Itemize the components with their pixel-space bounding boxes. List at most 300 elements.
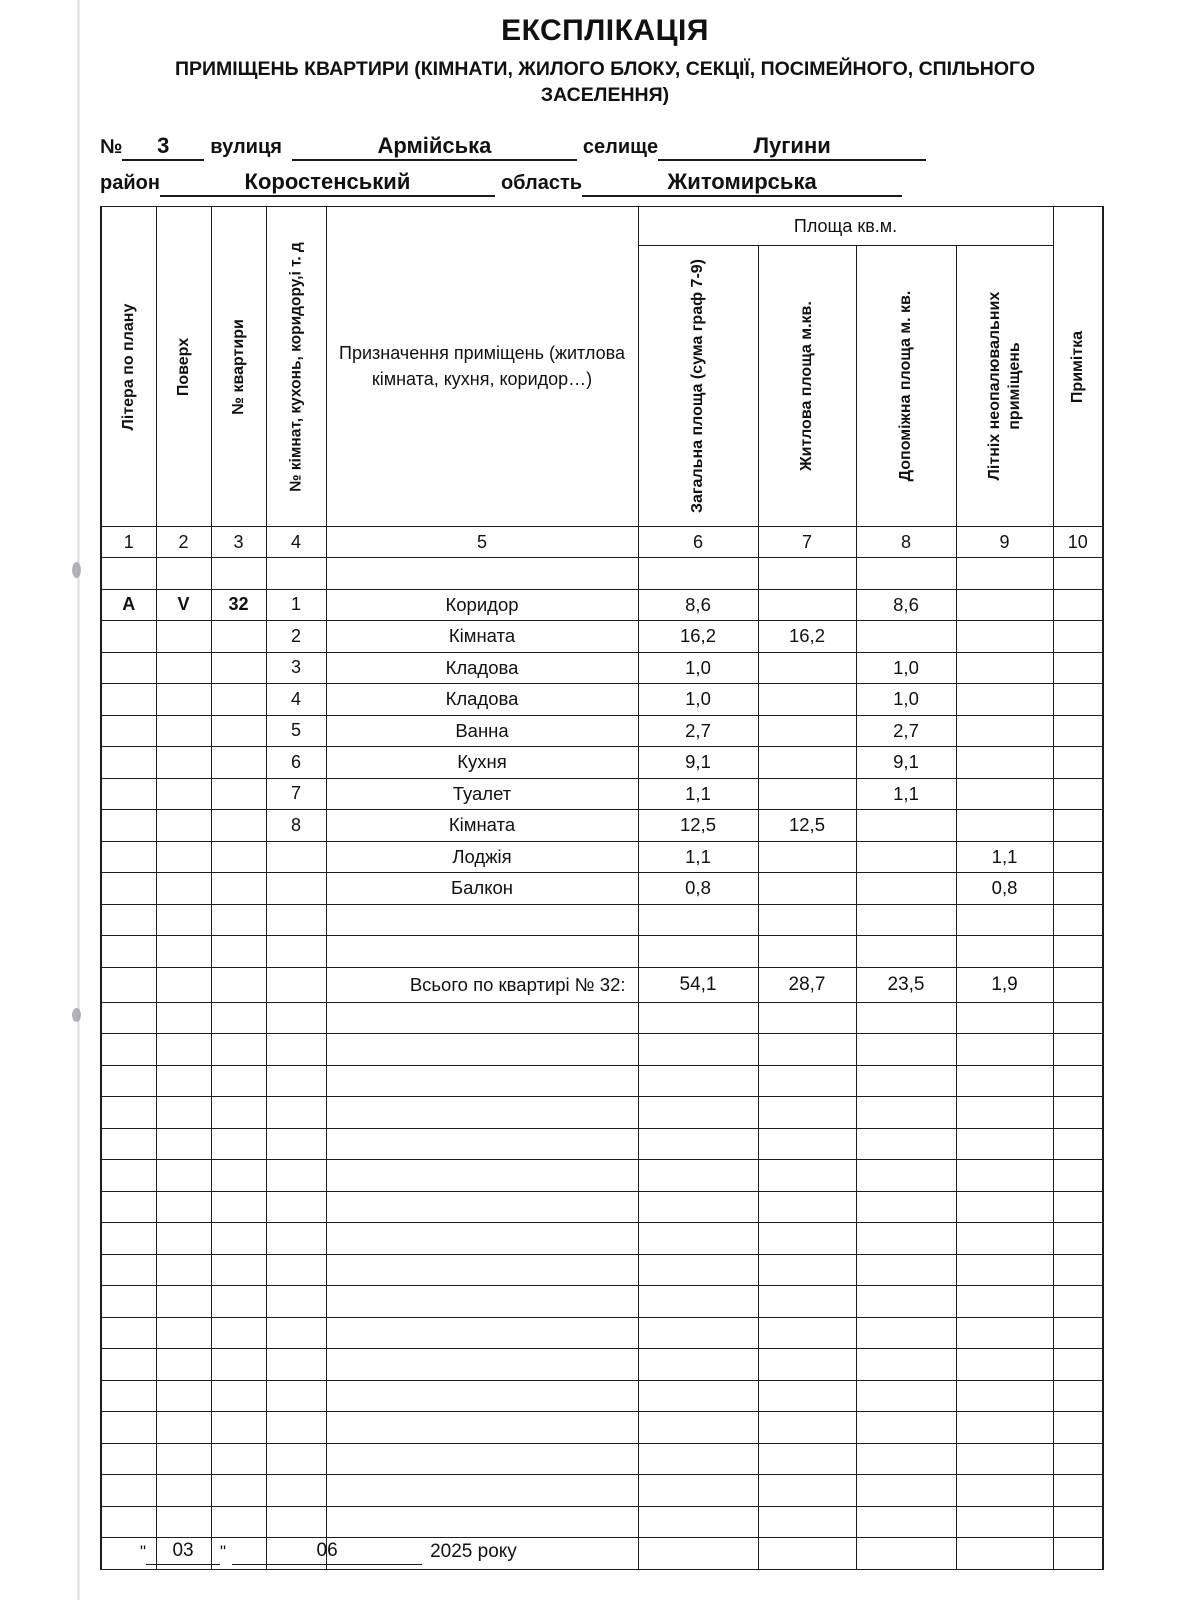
cell-living-area[interactable] (758, 747, 856, 779)
cell[interactable] (956, 1380, 1053, 1412)
cell[interactable] (956, 904, 1053, 936)
cell[interactable] (211, 1223, 266, 1255)
cell[interactable] (326, 1065, 638, 1097)
cell[interactable] (1053, 1160, 1103, 1192)
cell-apartment-no[interactable]: 32 (211, 589, 266, 621)
cell[interactable] (101, 1443, 156, 1475)
cell[interactable] (956, 1223, 1053, 1255)
cell-auxiliary-area[interactable]: 8,6 (856, 589, 956, 621)
cell-purpose[interactable]: Кухня (326, 747, 638, 779)
cell[interactable] (638, 1191, 758, 1223)
cell[interactable] (266, 1317, 326, 1349)
cell[interactable] (638, 1538, 758, 1570)
cell-letter-plan[interactable]: А (101, 589, 156, 621)
cell-floor[interactable] (156, 715, 211, 747)
table-row-empty[interactable] (101, 1065, 1103, 1097)
cell-floor[interactable] (156, 778, 211, 810)
cell[interactable] (1053, 1349, 1103, 1381)
cell[interactable] (856, 1065, 956, 1097)
table-row[interactable] (101, 810, 1103, 842)
cell[interactable] (956, 1475, 1053, 1507)
cell[interactable] (156, 1034, 211, 1066)
cell[interactable] (326, 1380, 638, 1412)
cell[interactable] (1053, 904, 1103, 936)
cell[interactable] (101, 1097, 156, 1129)
cell[interactable] (266, 1065, 326, 1097)
cell[interactable] (101, 1317, 156, 1349)
cell[interactable] (1053, 1191, 1103, 1223)
cell[interactable] (326, 1475, 638, 1507)
cell-total-area[interactable]: 8,6 (638, 589, 758, 621)
cell[interactable] (156, 1380, 211, 1412)
cell-auxiliary-area[interactable] (856, 621, 956, 653)
cell-note[interactable] (1053, 715, 1103, 747)
cell[interactable] (326, 1034, 638, 1066)
cell[interactable] (326, 1349, 638, 1381)
cell-living-area[interactable]: 12,5 (758, 810, 856, 842)
cell[interactable] (156, 1286, 211, 1318)
cell[interactable] (758, 1475, 856, 1507)
cell[interactable] (211, 936, 266, 968)
cell[interactable] (326, 1223, 638, 1255)
cell[interactable] (1053, 1065, 1103, 1097)
cell[interactable] (326, 558, 638, 590)
cell-purpose[interactable]: Балкон (326, 873, 638, 905)
cell-auxiliary-area[interactable]: 1,0 (856, 684, 956, 716)
cell[interactable] (1053, 1254, 1103, 1286)
cell[interactable] (856, 1002, 956, 1034)
cell[interactable] (266, 1412, 326, 1444)
cell[interactable] (266, 1506, 326, 1538)
cell[interactable] (856, 1412, 956, 1444)
cell[interactable] (211, 1128, 266, 1160)
region-field[interactable]: Житомирська (582, 170, 902, 197)
cell[interactable] (856, 1191, 956, 1223)
cell[interactable] (101, 1034, 156, 1066)
cell[interactable] (856, 1538, 956, 1570)
cell[interactable] (956, 558, 1053, 590)
cell[interactable] (638, 1160, 758, 1192)
cell-unheated-area[interactable] (956, 715, 1053, 747)
table-row-empty[interactable] (101, 1034, 1103, 1066)
cell[interactable] (1053, 1223, 1103, 1255)
cell-purpose[interactable]: Лоджія (326, 841, 638, 873)
cell-apartment-no[interactable] (211, 747, 266, 779)
cell[interactable] (101, 1412, 156, 1444)
cell[interactable] (956, 1002, 1053, 1034)
cell[interactable] (156, 1097, 211, 1129)
table-row-empty[interactable] (101, 1317, 1103, 1349)
cell[interactable] (156, 1412, 211, 1444)
cell[interactable] (638, 1223, 758, 1255)
cell-purpose[interactable]: Кладова (326, 684, 638, 716)
cell-unheated-area[interactable] (956, 652, 1053, 684)
cell[interactable] (758, 904, 856, 936)
table-row-empty[interactable] (101, 1412, 1103, 1444)
cell[interactable] (266, 1223, 326, 1255)
cell[interactable] (1053, 1317, 1103, 1349)
cell[interactable] (1053, 1034, 1103, 1066)
cell[interactable] (638, 1380, 758, 1412)
cell[interactable] (266, 1349, 326, 1381)
cell[interactable] (856, 1506, 956, 1538)
cell-purpose[interactable]: Кладова (326, 652, 638, 684)
cell[interactable] (1053, 1412, 1103, 1444)
cell[interactable] (156, 1065, 211, 1097)
cell[interactable] (101, 558, 156, 590)
cell[interactable] (758, 1223, 856, 1255)
cell[interactable] (326, 1286, 638, 1318)
cell-unheated-area[interactable] (956, 747, 1053, 779)
cell-unheated-area[interactable] (956, 589, 1053, 621)
cell[interactable] (101, 1191, 156, 1223)
cell-total-area[interactable]: 1,0 (638, 684, 758, 716)
cell[interactable] (956, 1286, 1053, 1318)
cell-total-area[interactable]: 1,1 (638, 778, 758, 810)
cell[interactable] (211, 1002, 266, 1034)
cell[interactable] (156, 1317, 211, 1349)
cell[interactable] (758, 1286, 856, 1318)
cell[interactable] (101, 1349, 156, 1381)
cell-auxiliary-area[interactable]: 9,1 (856, 747, 956, 779)
cell[interactable] (156, 1506, 211, 1538)
cell-apartment-no[interactable] (211, 841, 266, 873)
cell[interactable] (101, 1065, 156, 1097)
cell[interactable] (956, 1034, 1053, 1066)
cell-total-area[interactable]: 1,0 (638, 652, 758, 684)
cell[interactable] (1053, 1002, 1103, 1034)
cell[interactable] (956, 1065, 1053, 1097)
cell[interactable] (758, 1380, 856, 1412)
cell[interactable] (1053, 558, 1103, 590)
cell[interactable] (101, 1380, 156, 1412)
cell[interactable] (156, 1223, 211, 1255)
cell[interactable] (1053, 1286, 1103, 1318)
cell-living-area[interactable] (758, 715, 856, 747)
table-row-empty[interactable] (101, 1506, 1103, 1538)
cell-note[interactable] (1053, 684, 1103, 716)
table-row-empty[interactable] (101, 1223, 1103, 1255)
cell[interactable] (758, 1128, 856, 1160)
cell[interactable] (758, 558, 856, 590)
cell-floor[interactable] (156, 810, 211, 842)
cell[interactable] (956, 1160, 1053, 1192)
cell-unheated-area[interactable]: 1,1 (956, 841, 1053, 873)
cell[interactable] (156, 1475, 211, 1507)
cell[interactable] (956, 1349, 1053, 1381)
cell-living-area[interactable]: 16,2 (758, 621, 856, 653)
cell[interactable] (758, 1412, 856, 1444)
number-field[interactable]: 3 (122, 134, 204, 161)
cell-unheated-area[interactable]: 0,8 (956, 873, 1053, 905)
cell[interactable] (326, 1412, 638, 1444)
cell-total-area[interactable]: 16,2 (638, 621, 758, 653)
cell[interactable] (1053, 936, 1103, 968)
cell-living-area[interactable] (758, 589, 856, 621)
table-row[interactable] (101, 841, 1103, 873)
cell-purpose[interactable]: Ванна (326, 715, 638, 747)
cell-living-area[interactable] (758, 684, 856, 716)
table-row-empty[interactable] (101, 1191, 1103, 1223)
cell[interactable] (266, 1128, 326, 1160)
cell[interactable] (956, 1412, 1053, 1444)
cell[interactable] (326, 1317, 638, 1349)
cell[interactable] (266, 1286, 326, 1318)
cell[interactable] (638, 1065, 758, 1097)
cell[interactable] (266, 1475, 326, 1507)
cell-note[interactable] (1053, 652, 1103, 684)
cell[interactable] (638, 1128, 758, 1160)
cell[interactable] (156, 904, 211, 936)
cell-apartment-no[interactable] (211, 778, 266, 810)
cell[interactable] (758, 1317, 856, 1349)
cell-purpose[interactable]: Коридор (326, 589, 638, 621)
cell[interactable] (856, 1286, 956, 1318)
cell-letter-plan[interactable] (101, 778, 156, 810)
cell[interactable] (856, 1097, 956, 1129)
cell[interactable] (856, 1128, 956, 1160)
cell[interactable] (856, 1160, 956, 1192)
cell[interactable] (758, 1443, 856, 1475)
cell[interactable] (638, 936, 758, 968)
cell-note[interactable] (1053, 621, 1103, 653)
cell[interactable] (266, 1097, 326, 1129)
cell[interactable] (758, 1065, 856, 1097)
cell[interactable] (211, 558, 266, 590)
cell-floor[interactable] (156, 841, 211, 873)
cell[interactable] (211, 1286, 266, 1318)
cell[interactable] (638, 1286, 758, 1318)
cell-unheated-area[interactable] (956, 684, 1053, 716)
cell[interactable] (326, 1128, 638, 1160)
cell-floor[interactable] (156, 747, 211, 779)
cell-floor[interactable] (156, 621, 211, 653)
cell-unheated-area[interactable] (956, 621, 1053, 653)
cell-note[interactable] (1053, 778, 1103, 810)
date-day-field[interactable]: 03 (146, 1540, 220, 1565)
cell-total-area[interactable]: 2,7 (638, 715, 758, 747)
cell-room-no[interactable]: 2 (266, 621, 326, 653)
cell-unheated-area[interactable] (956, 778, 1053, 810)
cell[interactable] (101, 1002, 156, 1034)
cell-letter-plan[interactable] (101, 810, 156, 842)
cell[interactable] (956, 1538, 1053, 1570)
cell[interactable] (101, 1254, 156, 1286)
cell[interactable] (956, 1317, 1053, 1349)
cell[interactable] (758, 1034, 856, 1066)
cell-note[interactable] (1053, 589, 1103, 621)
cell-total-area[interactable]: 12,5 (638, 810, 758, 842)
cell[interactable] (638, 1097, 758, 1129)
cell[interactable] (211, 1065, 266, 1097)
settlement-field[interactable]: Лугини (658, 134, 926, 161)
cell-auxiliary-area[interactable]: 1,1 (856, 778, 956, 810)
cell[interactable] (266, 1160, 326, 1192)
cell[interactable] (856, 1254, 956, 1286)
cell[interactable] (638, 1506, 758, 1538)
cell[interactable] (211, 1160, 266, 1192)
table-row-empty[interactable] (101, 1349, 1103, 1381)
cell[interactable] (638, 1254, 758, 1286)
cell-apartment-no[interactable] (211, 621, 266, 653)
cell-room-no[interactable]: 3 (266, 652, 326, 684)
cell[interactable] (211, 1317, 266, 1349)
cell-room-no[interactable] (266, 841, 326, 873)
cell[interactable] (266, 1443, 326, 1475)
cell-purpose[interactable]: Кімната (326, 810, 638, 842)
cell-living-area[interactable] (758, 873, 856, 905)
cell[interactable] (211, 1443, 266, 1475)
cell-purpose[interactable]: Туалет (326, 778, 638, 810)
cell-room-no[interactable]: 8 (266, 810, 326, 842)
cell[interactable] (156, 1160, 211, 1192)
cell-letter-plan[interactable] (101, 684, 156, 716)
cell[interactable] (211, 904, 266, 936)
cell[interactable] (266, 904, 326, 936)
cell[interactable] (638, 1443, 758, 1475)
cell[interactable] (856, 1349, 956, 1381)
table-row-empty[interactable] (101, 558, 1103, 590)
cell[interactable] (758, 1002, 856, 1034)
cell[interactable] (326, 1191, 638, 1223)
cell[interactable] (266, 1191, 326, 1223)
cell[interactable] (211, 1034, 266, 1066)
cell[interactable] (211, 1097, 266, 1129)
cell[interactable] (156, 1349, 211, 1381)
cell[interactable] (638, 1317, 758, 1349)
cell-total-area[interactable]: 9,1 (638, 747, 758, 779)
cell[interactable] (266, 558, 326, 590)
cell-letter-plan[interactable] (101, 621, 156, 653)
cell[interactable] (266, 936, 326, 968)
cell[interactable] (156, 1002, 211, 1034)
cell[interactable] (638, 1412, 758, 1444)
cell[interactable] (156, 1443, 211, 1475)
table-row-empty[interactable] (101, 1254, 1103, 1286)
cell-letter-plan[interactable] (101, 747, 156, 779)
cell[interactable] (758, 936, 856, 968)
cell[interactable] (101, 1128, 156, 1160)
cell[interactable] (758, 1538, 856, 1570)
cell[interactable] (326, 1002, 638, 1034)
cell-letter-plan[interactable] (101, 652, 156, 684)
cell[interactable] (101, 1475, 156, 1507)
table-row-empty[interactable] (101, 1160, 1103, 1192)
cell[interactable] (1053, 1475, 1103, 1507)
cell-auxiliary-area[interactable] (856, 841, 956, 873)
cell[interactable] (101, 1223, 156, 1255)
cell-auxiliary-area[interactable] (856, 873, 956, 905)
table-row[interactable] (101, 684, 1103, 716)
cell-auxiliary-area[interactable]: 1,0 (856, 652, 956, 684)
table-row-empty[interactable] (101, 1475, 1103, 1507)
cell[interactable] (638, 1002, 758, 1034)
cell-room-no[interactable]: 1 (266, 589, 326, 621)
cell-floor[interactable]: V (156, 589, 211, 621)
cell-room-no[interactable]: 7 (266, 778, 326, 810)
table-row[interactable] (101, 778, 1103, 810)
cell[interactable] (856, 558, 956, 590)
cell[interactable] (856, 1380, 956, 1412)
cell[interactable] (156, 1128, 211, 1160)
cell[interactable] (101, 1160, 156, 1192)
table-row[interactable] (101, 652, 1103, 684)
cell[interactable] (1053, 1538, 1103, 1570)
cell[interactable] (856, 1475, 956, 1507)
cell-purpose[interactable]: Кімната (326, 621, 638, 653)
cell-letter-plan[interactable] (101, 873, 156, 905)
cell-apartment-no[interactable] (211, 684, 266, 716)
table-row-empty[interactable] (101, 1002, 1103, 1034)
cell-auxiliary-area[interactable]: 2,7 (856, 715, 956, 747)
cell[interactable] (758, 1160, 856, 1192)
cell[interactable] (758, 1191, 856, 1223)
cell[interactable] (856, 1443, 956, 1475)
table-row[interactable] (101, 621, 1103, 653)
cell[interactable] (101, 904, 156, 936)
table-row-empty[interactable] (101, 1286, 1103, 1318)
cell[interactable] (1053, 1380, 1103, 1412)
cell[interactable] (156, 558, 211, 590)
cell[interactable] (856, 1317, 956, 1349)
cell[interactable] (1053, 1443, 1103, 1475)
cell[interactable] (856, 1034, 956, 1066)
cell[interactable] (856, 936, 956, 968)
cell-apartment-no[interactable] (211, 715, 266, 747)
cell[interactable] (266, 1254, 326, 1286)
district-field[interactable]: Коростенський (160, 170, 495, 197)
cell[interactable] (638, 1034, 758, 1066)
cell[interactable] (638, 1349, 758, 1381)
date-month-field[interactable]: 06 (232, 1540, 422, 1565)
table-row-empty[interactable] (101, 1443, 1103, 1475)
cell[interactable] (1053, 1506, 1103, 1538)
cell-letter-plan[interactable] (101, 841, 156, 873)
cell-room-no[interactable]: 5 (266, 715, 326, 747)
cell[interactable] (956, 1191, 1053, 1223)
cell-floor[interactable] (156, 873, 211, 905)
table-row[interactable] (101, 589, 1103, 621)
cell[interactable] (638, 1475, 758, 1507)
cell[interactable] (956, 1097, 1053, 1129)
cell-total-area[interactable]: 0,8 (638, 873, 758, 905)
cell-note[interactable] (1053, 873, 1103, 905)
cell[interactable] (956, 1443, 1053, 1475)
cell[interactable] (211, 1191, 266, 1223)
cell[interactable] (156, 1254, 211, 1286)
cell-living-area[interactable] (758, 778, 856, 810)
cell-note[interactable] (1053, 841, 1103, 873)
cell-apartment-no[interactable] (211, 810, 266, 842)
cell[interactable] (326, 936, 638, 968)
cell[interactable] (758, 1506, 856, 1538)
cell[interactable] (211, 1380, 266, 1412)
cell-letter-plan[interactable] (101, 715, 156, 747)
cell[interactable] (956, 1506, 1053, 1538)
table-row[interactable] (101, 715, 1103, 747)
table-row-empty[interactable] (101, 1128, 1103, 1160)
table-row-empty[interactable] (101, 936, 1103, 968)
table-row-empty[interactable] (101, 1380, 1103, 1412)
cell[interactable] (266, 1002, 326, 1034)
cell[interactable] (211, 1254, 266, 1286)
cell-apartment-no[interactable] (211, 873, 266, 905)
cell-note[interactable] (1053, 747, 1103, 779)
cell[interactable] (638, 904, 758, 936)
cell[interactable] (326, 1443, 638, 1475)
table-row[interactable] (101, 747, 1103, 779)
cell-auxiliary-area[interactable] (856, 810, 956, 842)
